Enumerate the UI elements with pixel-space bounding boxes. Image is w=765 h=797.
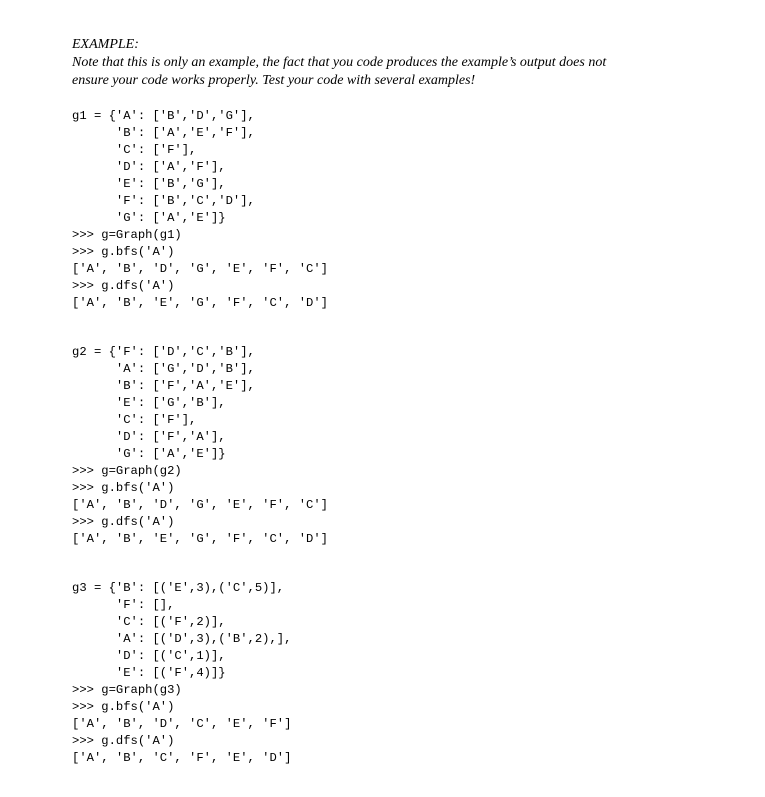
code-line: ['A', 'B', 'E', 'G', 'F', 'C', 'D'] bbox=[72, 532, 328, 546]
code-line: 'B': ['F','A','E'], bbox=[72, 379, 255, 393]
code-line: 'A': [('D',3),('B',2),], bbox=[72, 632, 292, 646]
code-line: >>> g.bfs('A') bbox=[72, 700, 175, 714]
code-line: 'A': ['G','D','B'], bbox=[72, 362, 255, 376]
code-line: 'F': ['B','C','D'], bbox=[72, 194, 255, 208]
code-block-g2 bbox=[72, 344, 328, 548]
example-heading: EXAMPLE: bbox=[72, 37, 139, 52]
code-line: g1 = {'A': ['B','D','G'], bbox=[72, 109, 255, 123]
code-line: 'D': ['F','A'], bbox=[72, 430, 226, 444]
code-line: ['A', 'B', 'D', 'G', 'E', 'F', 'C'] bbox=[72, 498, 328, 512]
code-line: >>> g.bfs('A') bbox=[72, 245, 175, 259]
note-line: Note that this is only an example, the fact that you code produces the example’s output does not bbox=[72, 55, 607, 70]
code-line: 'B': ['A','E','F'], bbox=[72, 126, 255, 140]
code-line: >>> g=Graph(g3) bbox=[72, 683, 182, 697]
code-line: 'D': [('C',1)], bbox=[72, 649, 226, 663]
code-line: >>> g.dfs('A') bbox=[72, 734, 175, 748]
code-line: ['A', 'B', 'D', 'G', 'E', 'F', 'C'] bbox=[72, 262, 328, 276]
code-line: 'C': [('F',2)], bbox=[72, 615, 226, 629]
code-line: >>> g.dfs('A') bbox=[72, 515, 175, 529]
note-line: ensure your code works properly. Test your code with several examples! bbox=[72, 73, 476, 88]
code-line: ['A', 'B', 'E', 'G', 'F', 'C', 'D'] bbox=[72, 296, 328, 310]
code-line: ['A', 'B', 'D', 'C', 'E', 'F'] bbox=[72, 717, 292, 731]
code-line: 'E': [('F',4)]} bbox=[72, 666, 226, 680]
code-line: 'E': ['G','B'], bbox=[72, 396, 226, 410]
code-line: ['A', 'B', 'C', 'F', 'E', 'D'] bbox=[72, 751, 292, 765]
code-line: >>> g=Graph(g2) bbox=[72, 464, 182, 478]
code-line: g2 = {'F': ['D','C','B'], bbox=[72, 345, 255, 359]
code-line: 'C': ['F'], bbox=[72, 413, 197, 427]
code-block-g3 bbox=[72, 580, 291, 767]
code-line: g3 = {'B': [('E',3),('C',5)], bbox=[72, 581, 285, 595]
example-note bbox=[72, 54, 712, 90]
code-line: 'F': [], bbox=[72, 598, 175, 612]
code-block-g1 bbox=[72, 108, 328, 312]
code-line: 'G': ['A','E']} bbox=[72, 211, 226, 225]
code-line: >>> g=Graph(g1) bbox=[72, 228, 182, 242]
code-line: >>> g.dfs('A') bbox=[72, 279, 175, 293]
code-line: 'E': ['B','G'], bbox=[72, 177, 226, 191]
code-line: 'G': ['A','E']} bbox=[72, 447, 226, 461]
code-line: >>> g.bfs('A') bbox=[72, 481, 175, 495]
code-line: 'C': ['F'], bbox=[72, 143, 197, 157]
code-line: 'D': ['A','F'], bbox=[72, 160, 226, 174]
